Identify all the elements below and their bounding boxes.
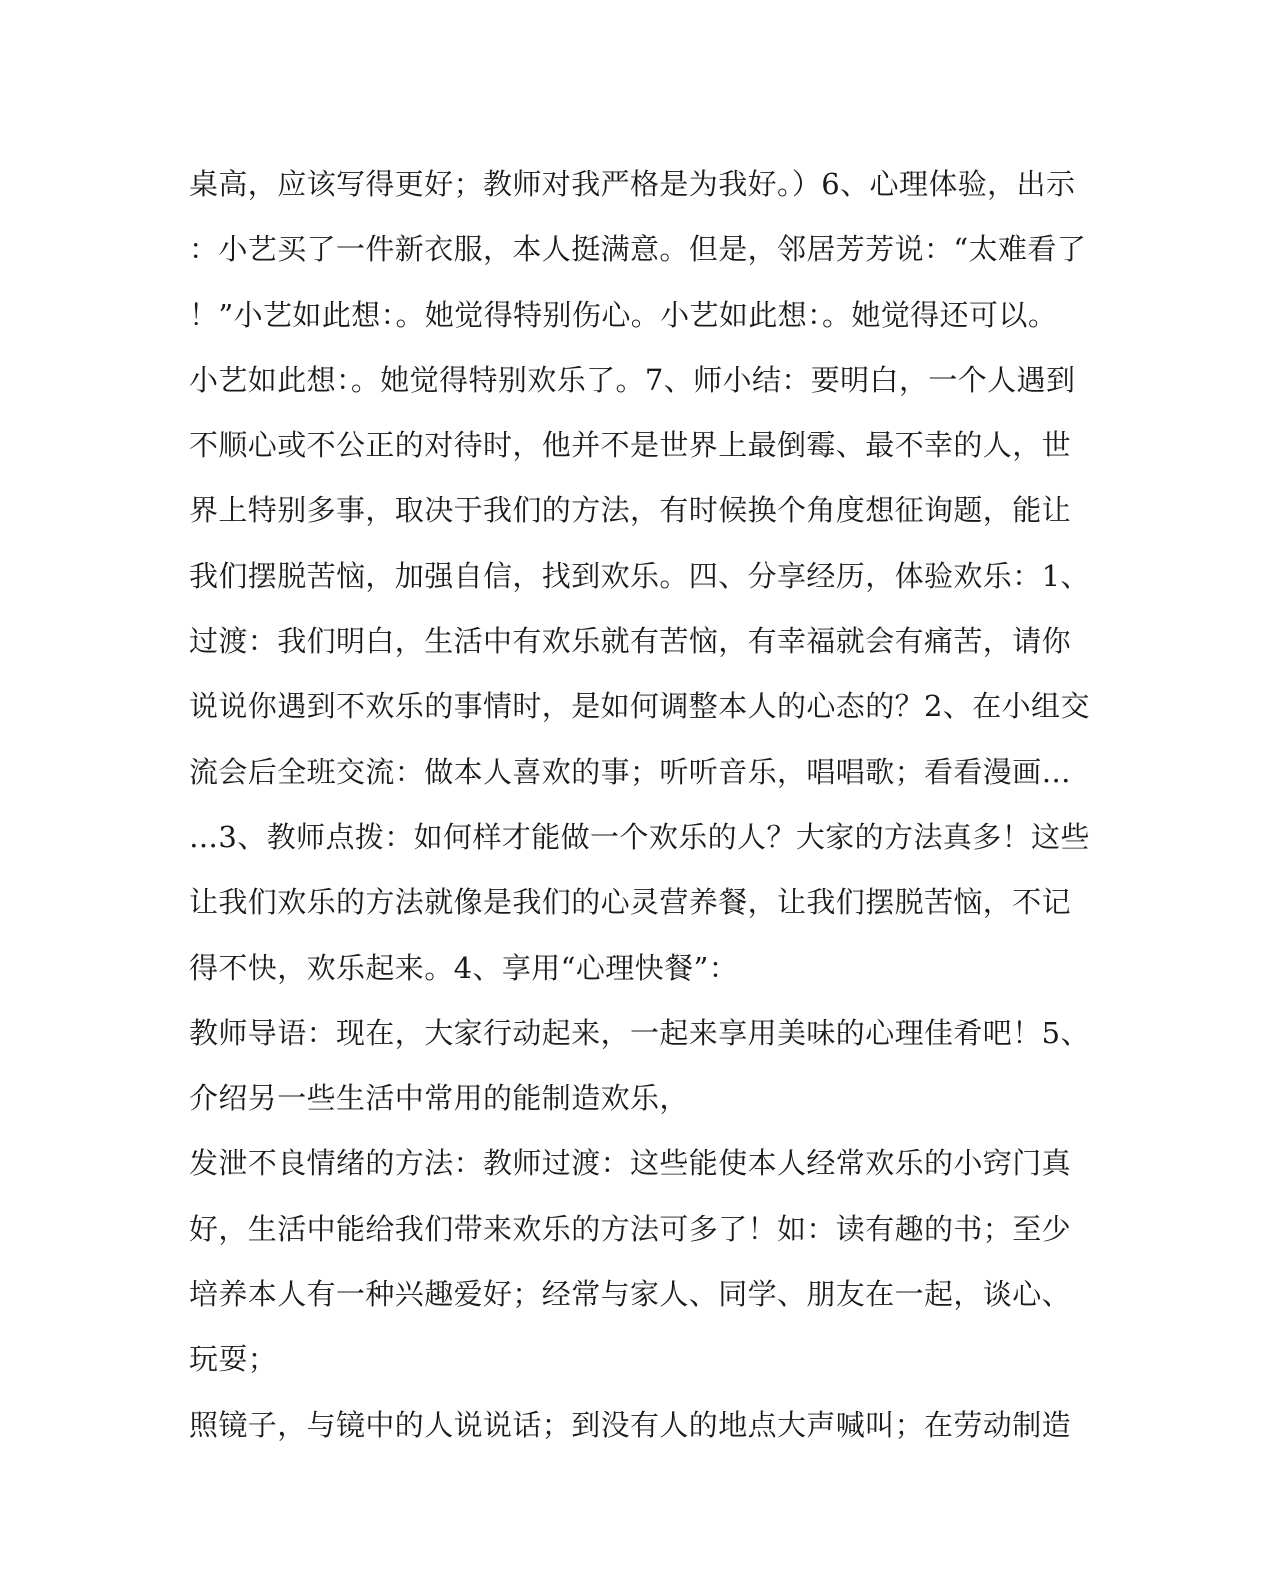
text-line: 桌高，应该写得更好；教师对我严格是为我好。）6、心理体验，出示 [189, 167, 1076, 201]
text-line: ！”小艺如此想：。她觉得特别伤心。小艺如此想：。她觉得还可以。 [189, 297, 1058, 332]
text-line: 界上特别多事，取决于我们的方法，有时候换个角度想征询题，能让 [189, 493, 1072, 528]
text-line: 得不快，欢乐起来。4、享用“心理快餐”： [189, 950, 739, 985]
text-line: 流会后全班交流：做本人喜欢的事；听听音乐，唱唱歌；看看漫画… [189, 754, 1072, 789]
text-line: 过渡：我们明白，生活中有欢乐就有苦恼，有幸福就会有痛苦，请你 [189, 624, 1072, 659]
text-line: 介绍另一些生活中常用的能制造欢乐， [189, 1081, 689, 1116]
text-line: 我们摆脱苦恼，加强自信，找到欢乐。四、分享经历，体验欢乐：1、 [189, 558, 1090, 593]
text-line: 玩耍； [189, 1342, 278, 1377]
text-line: 培养本人有一种兴趣爱好；经常与家人、同学、朋友在一起，谈心、 [189, 1277, 1072, 1312]
text-line: …3、教师点拨：如何样才能做一个欢乐的人？大家的方法真多！这些 [189, 819, 1090, 854]
text-line: 发泄不良情绪的方法：教师过渡：这些能使本人经常欢乐的小窍门真 [189, 1146, 1072, 1181]
text-line: 照镜子，与镜中的人说说话；到没有人的地点大声喊叫；在劳动制造 [189, 1407, 1072, 1442]
text-line: 教师导语：现在，大家行动起来，一起来享用美味的心理佳肴吧！5、 [189, 1015, 1090, 1050]
body-text [189, 152, 1089, 1458]
text-line: ：小艺买了一件新衣服，本人挺满意。但是，邻居芳芳说：“太难看了 [189, 232, 1087, 267]
text-line: 小艺如此想：。她觉得特别欢乐了。7、师小结：要明白，一个人遇到 [189, 362, 1076, 397]
text-line: 不顺心或不公正的对待时，他并不是世界上最倒霉、最不幸的人，世 [189, 428, 1072, 463]
text-line: 说说你遇到不欢乐的事情时，是如何调整本人的心态的？2、在小组交 [189, 689, 1090, 724]
text-line: 好，生活中能给我们带来欢乐的方法可多了！如：读有趣的书；至少 [189, 1211, 1072, 1246]
text-line: 让我们欢乐的方法就像是我们的心灵营养餐，让我们摆脱苦恼，不记 [189, 885, 1072, 920]
